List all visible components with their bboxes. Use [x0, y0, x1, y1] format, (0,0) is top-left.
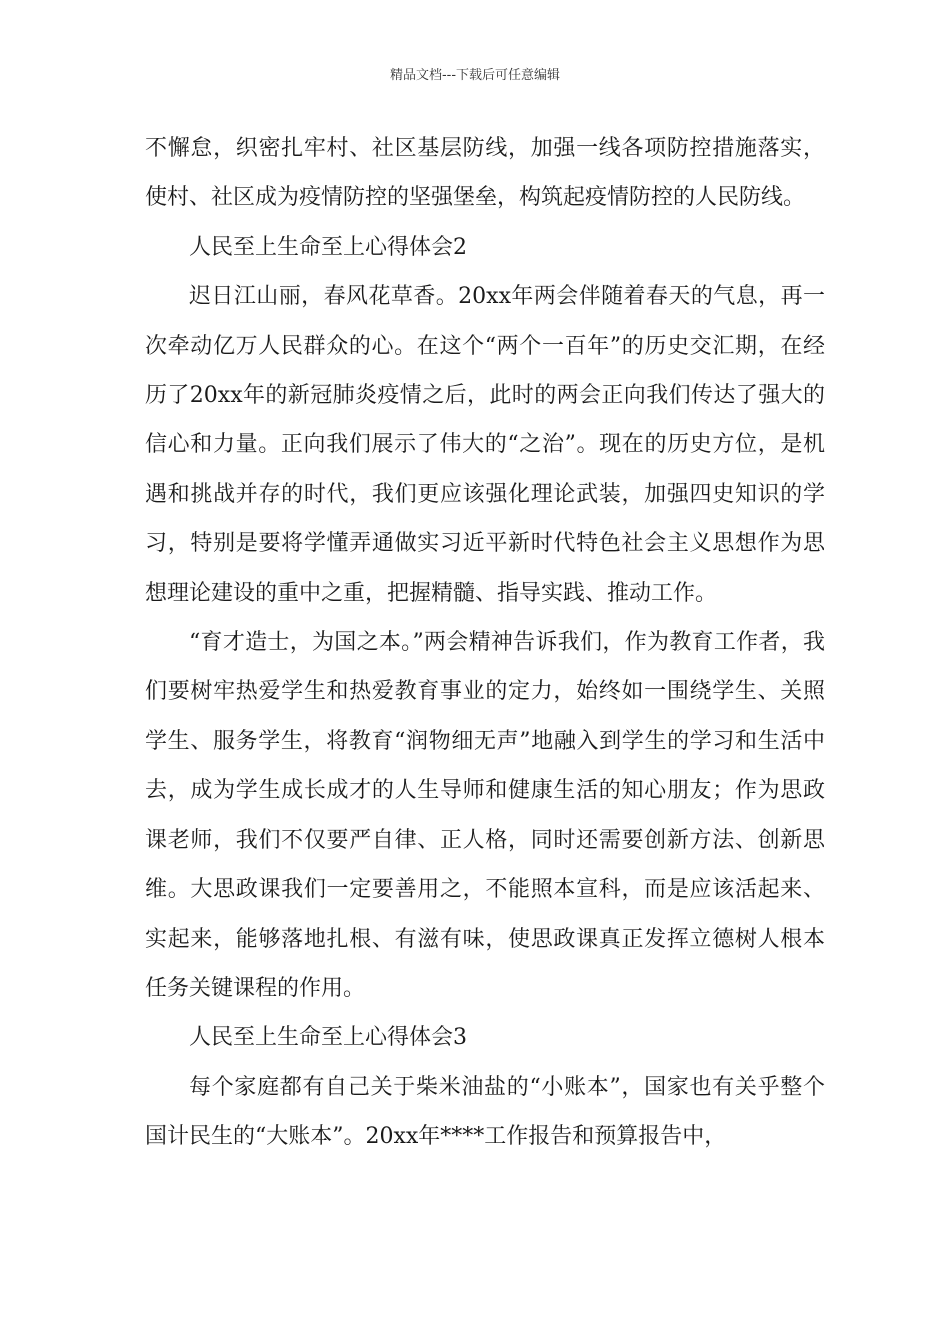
paragraph-continued: 不懈怠，织密扎牢村、社区基层防线，加强一线各项防控措施落实，使村、社区成为疫情防控的坚强堡垒，构筑起疫情防控的人民防线。 — [145, 136, 825, 211]
paragraph-3: 每个家庭都有自己关于柴米油盐的“小账本”，国家也有关乎整个国计民生的“大账本”。20xx年****工作报告和预算报告中， — [145, 1074, 825, 1150]
section-heading-2: 人民至上生命至上心得体会2 — [189, 234, 467, 260]
paragraph-1: 迟日江山丽，春风花草香。20xx年两会伴随着春天的气息，再一次牵动亿万人民群众的心。在这个“两个一百年”的历史交汇期，在经历了20xx年的新冠肺炎疫情之后，此时的两会正向我们传达了强大的信心和力量。正向我们展示了伟大的“之治”。现在的历史方位，是机遇和挑战并存的时代，我们更应该强化理论武装，加强四史知识的学习，特别是要将学懂弄通做实习近平新时代特色社会主义思想作为思想理论建设的重中之重，把握精髓、指导实践、推动工作。 — [145, 284, 825, 606]
page-header: 精品文档---下载后可任意编辑 — [389, 68, 561, 83]
document-body — [145, 124, 825, 1162]
section-heading-3: 人民至上生命至上心得体会3 — [189, 1025, 467, 1051]
paragraph-2: “育才造士，为国之本。”两会精神告诉我们，作为教育工作者，我们要树牢热爱学生和热爱教育事业的定力，始终如一围绕学生、关照学生、服务学生，将教育“润物细无声”地融入到学生的学习和生活中去，成为学生成长成才的人生导师和健康生活的知心朋友；作为思政课老师，我们不仅要严自律、正人格，同时还需要创新方法、创新思维。大思政课我们一定要善用之，不能照本宣科，而是应该活起来、实起来，能够落地扎根、有滋有味，使思政课真正发挥立德树人根本任务关键课程的作用。 — [145, 630, 825, 1001]
